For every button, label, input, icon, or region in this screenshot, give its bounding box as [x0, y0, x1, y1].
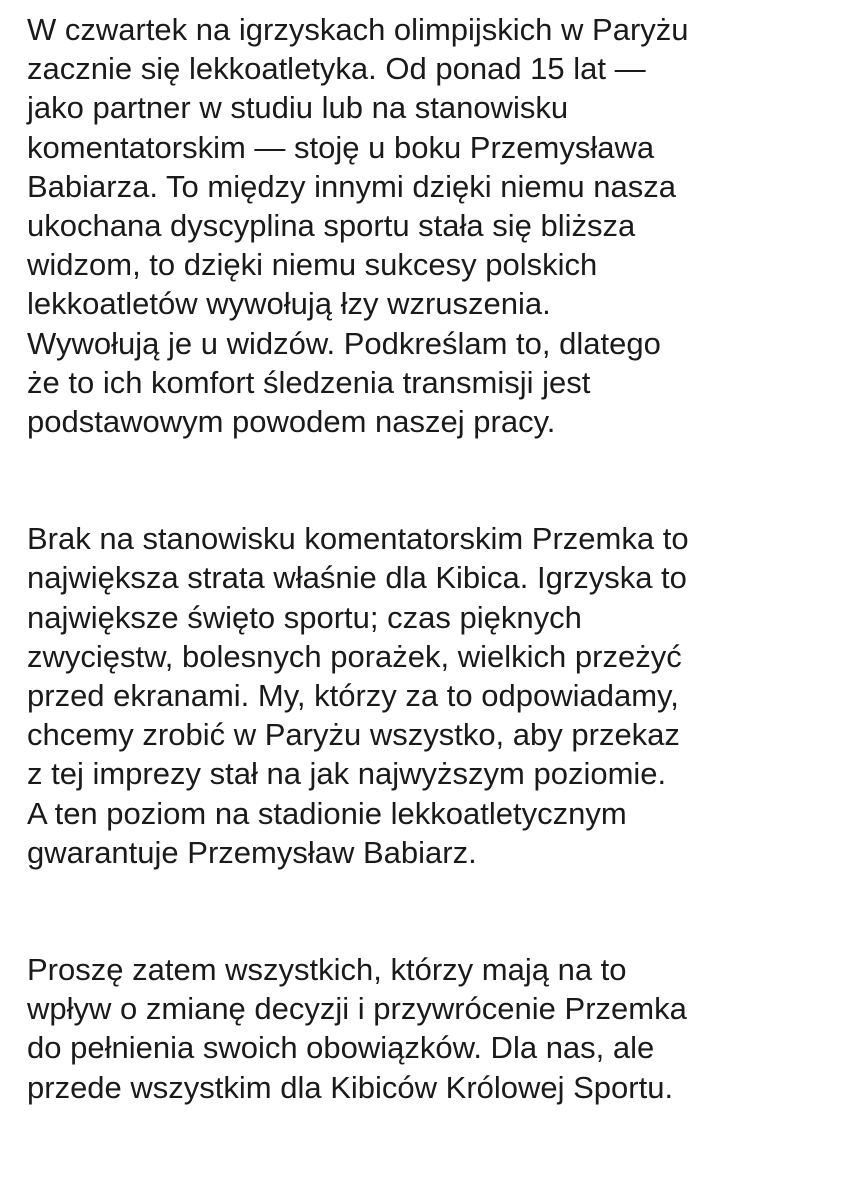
paragraph-line: przed ekranami. My, którzy za to odpowiadamy,	[27, 678, 679, 714]
paragraph-line: komentatorskim — stoję u boku Przemysława	[27, 129, 655, 165]
paragraph-line: zwycięstw, bolesnych porażek, wielkich przeżyć	[27, 638, 682, 674]
paragraph-line: Babiarza. To między innymi dzięki niemu nasza	[27, 168, 677, 204]
paragraph-line: podstawowym powodem naszej pracy.	[27, 404, 556, 440]
paragraph-line: gwarantuje Przemysław Babiarz.	[27, 834, 477, 870]
paragraph-line: jako partner w studiu lub na stanowisku	[27, 90, 569, 126]
paragraph-spacer	[27, 441, 851, 519]
paragraph-line: z tej imprezy stał na jak najwyższym poziomie.	[27, 756, 667, 792]
paragraph-1	[27, 10, 851, 441]
paragraph-line: chcemy zrobić w Paryżu wszystko, aby przekaz	[27, 717, 680, 753]
paragraph-line: zacznie się lekkoatletyka. Od ponad 15 lat —	[27, 51, 646, 87]
paragraph-line: A ten poziom na stadionie lekkoatletycznym	[27, 795, 627, 831]
paragraph-line: że to ich komfort śledzenia transmisji jest	[27, 364, 591, 400]
paragraph-2	[27, 519, 851, 872]
paragraph-line: widzom, to dzięki niemu sukcesy polskich	[27, 247, 598, 283]
paragraph-spacer	[27, 872, 851, 950]
paragraph-line: wpływ o zmianę decyzji i przywrócenie Przemka	[27, 991, 687, 1027]
paragraph-line: do pełnienia swoich obowiązków. Dla nas, ale	[27, 1030, 655, 1066]
paragraph-line: lekkoatletów wywołują łzy wzruszenia.	[27, 286, 551, 322]
paragraph-line: Brak na stanowisku komentatorskim Przemka to	[27, 521, 689, 557]
paragraph-line: przede wszystkim dla Kibiców Królowej Sportu.	[27, 1069, 674, 1105]
paragraph-line: W czwartek na igrzyskach olimpijskich w Paryżu	[27, 12, 689, 47]
paragraph-3	[27, 950, 851, 1107]
paragraph-line: największe święto sportu; czas pięknych	[27, 599, 582, 635]
paragraph-line: Proszę zatem wszystkich, którzy mają na to	[27, 952, 627, 988]
paragraph-line: największa strata właśnie dla Kibica. Igrzyska to	[27, 560, 687, 596]
paragraph-line: Wywołują je u widzów. Podkreślam to, dlatego	[27, 325, 661, 361]
paragraph-line: ukochana dyscyplina sportu stała się bliższa	[27, 208, 636, 244]
